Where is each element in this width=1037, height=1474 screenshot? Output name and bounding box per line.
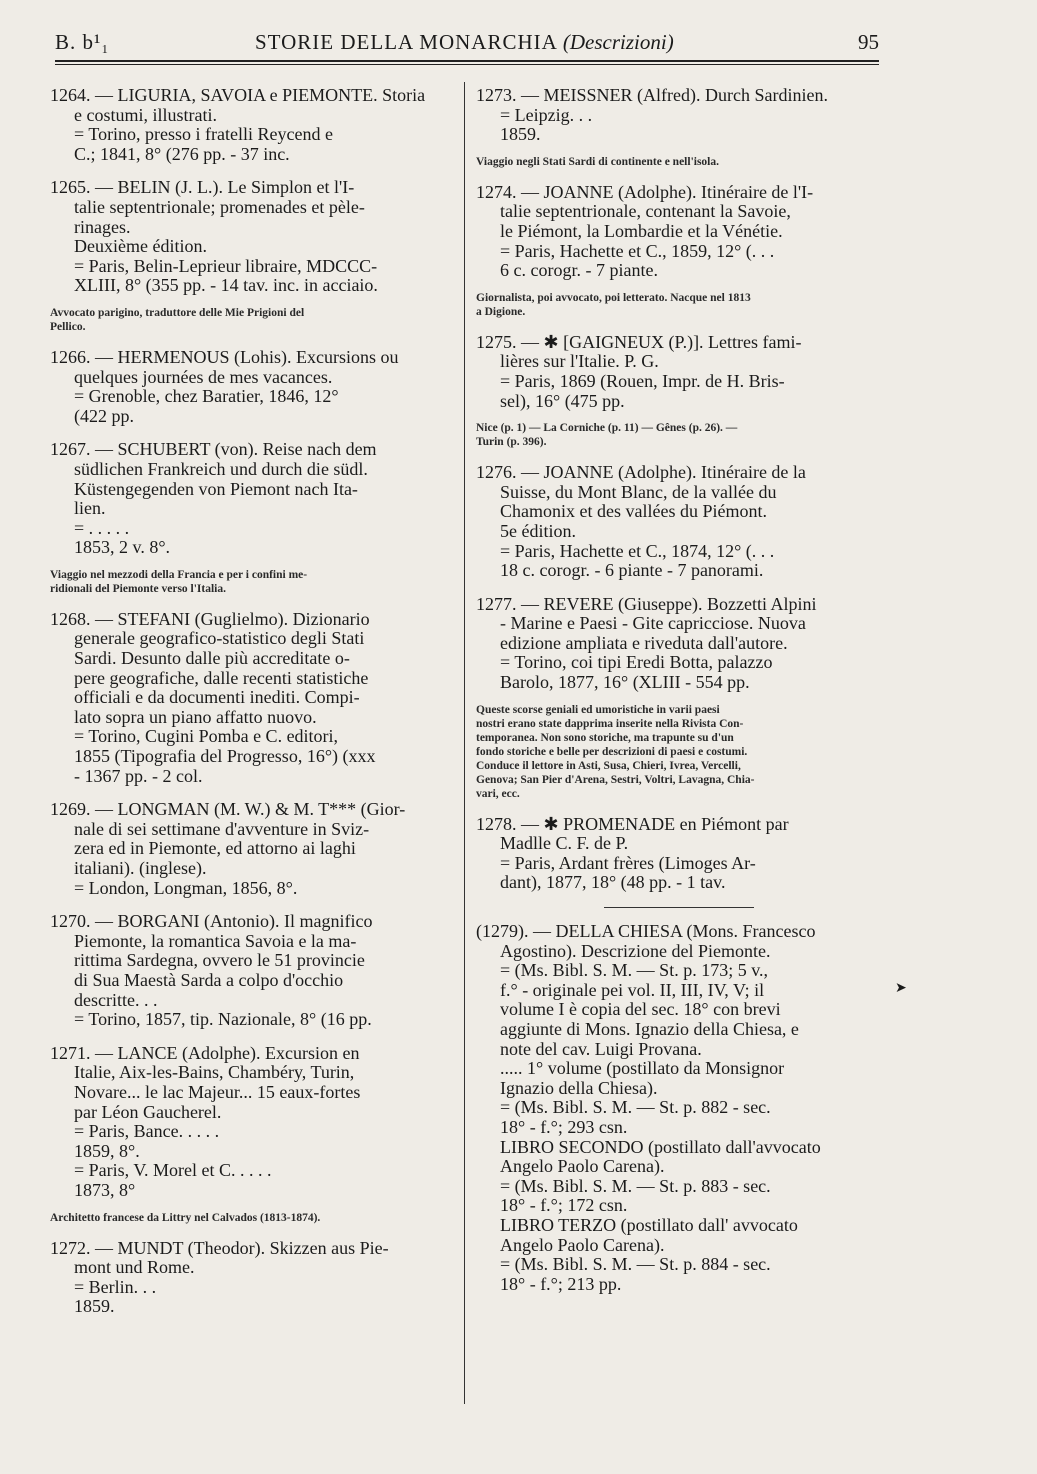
entry-line: 18° - f.°; 293 csn.	[500, 1116, 628, 1137]
entry-line: le Piémont, la Lombardie et la Vénétie.	[500, 220, 783, 241]
entry-note: ridionali del Piemonte verso l'Italia.	[50, 582, 226, 595]
entry-line: Sardi. Desunto dalle più accreditate o-	[74, 648, 350, 669]
header-rule-bottom	[55, 64, 879, 65]
catalog-entry	[476, 183, 881, 319]
entry-line: f.° - originale pei vol. II, III, IV, V; il	[500, 979, 765, 1000]
catalog-entry	[476, 595, 881, 801]
catalog-entry	[50, 1239, 455, 1317]
margin-arrow-mark: ➤	[895, 981, 907, 996]
entry-line: rittima Sardegna, ovvero le 51 provincie	[74, 950, 365, 971]
entry-line: = London, Longman, 1856, 8°.	[74, 877, 298, 898]
entry-line: zera ed in Piemonte, ed attorno ai laghi	[74, 838, 356, 859]
entry-line: ..... 1° volume (postillato da Monsignor	[500, 1058, 785, 1079]
entry-line: 1853, 2 v. 8°.	[74, 537, 171, 558]
entry-note: fondo storiche e belle per descrizioni di paesi e costumi.	[476, 745, 748, 758]
entry-line: 1276. — JOANNE (Adolphe). Itinéraire de la	[476, 462, 806, 483]
entry-line: = Paris, Belin-Leprieur libraire, MDCCC-	[74, 255, 378, 276]
entry-line: XLIII, 8° (355 pp. - 14 tav. inc. in acciaio.	[74, 275, 378, 296]
entry-line: Barolo, 1877, 16° (XLIII - 554 pp.	[500, 672, 750, 693]
entry-line: Deuxième édition.	[74, 236, 207, 257]
entry-line: lato sopra un piano affatto nuovo.	[74, 706, 317, 727]
entry-line: 1264. — LIGURIA, SAVOIA e PIEMONTE. Storia	[50, 85, 426, 105]
right-column	[476, 86, 881, 1308]
entry-line: nale di sei settimane d'avventure in Sviz-	[74, 818, 370, 839]
entry-line: Piemonte, la romantica Savoia e la ma-	[74, 930, 357, 951]
entry-line: südlichen Frankreich und durch die südl.	[74, 458, 368, 479]
entry-line: = (Ms. Bibl. S. M. — St. p. 173; 5 v.,	[500, 960, 769, 981]
entry-line: - 1367 pp. - 2 col.	[74, 765, 203, 786]
entry-line: dant), 1877, 18° (48 pp. - 1 tav.	[500, 872, 726, 893]
catalog-entry	[50, 800, 455, 898]
entry-note: Genova; San Pier d'Arena, Sestri, Voltri, Lavagna, Chia-	[476, 773, 755, 786]
entry-line: 1269. — LONGMAN (M. W.) & M. T*** (Gior-	[50, 799, 406, 820]
entry-line: 1278. — ✱ PROMENADE en Piémont par	[476, 813, 789, 834]
entry-line: 1855 (Tipografia del Progresso, 16°) (xxx	[74, 746, 376, 767]
running-title-sub: (Descrizioni)	[562, 30, 674, 54]
entry-line: 1271. — LANCE (Adolphe). Excursion en	[50, 1042, 360, 1063]
entry-line: 1265. — BELIN (J. L.). Le Simplon et l'I-	[50, 177, 355, 198]
entry-line: 18 c. corogr. - 6 piante - 7 panorami.	[500, 560, 764, 581]
entry-line: = (Ms. Bibl. S. M. — St. p. 883 - sec.	[500, 1175, 771, 1196]
entry-line: Ignazio della Chiesa).	[500, 1077, 658, 1098]
entry-line: Agostino). Descrizione del Piemonte.	[500, 940, 771, 961]
page-header	[55, 30, 879, 56]
entry-line: = (Ms. Bibl. S. M. — St. p. 882 - sec.	[500, 1097, 771, 1118]
entry-note: Pellico.	[50, 320, 86, 333]
entry-note: Viaggio negli Stati Sardi di continente e nell'isola.	[476, 155, 719, 168]
entry-line: quelques journées de mes vacances.	[74, 366, 333, 387]
entry-line: LIBRO SECONDO (postillato dall'avvocato	[500, 1136, 821, 1157]
entry-line: Chamonix et des vallées du Piémont.	[500, 501, 767, 522]
entry-line: lien.	[74, 498, 106, 519]
entry-line: 6 c. corogr. - 7 piante.	[500, 260, 658, 281]
entry-line: officiali e da documenti inediti. Compi-	[74, 687, 360, 708]
entry-line: = Paris, Bance. . . . .	[74, 1121, 220, 1142]
entry-line: C.; 1841, 8° (276 pp. - 37 inc.	[74, 143, 290, 164]
column-divider	[464, 82, 465, 1404]
entry-line: volume I è copia del sec. 18° con brevi	[500, 999, 781, 1020]
entry-note: Turin (p. 396).	[476, 436, 547, 449]
entry-line: 1859, 8°.	[74, 1140, 140, 1161]
entry-line: = Paris, 1869 (Rouen, Impr. de H. Bris-	[500, 370, 785, 391]
left-column	[50, 86, 455, 1331]
entry-line: 18° - f.°; 172 csn.	[500, 1195, 628, 1216]
entry-note: Nice (p. 1) — La Corniche (p. 11) — Gênes (p. 26). —	[476, 422, 738, 435]
catalog-entry	[50, 440, 455, 596]
entry-line: note del cav. Luigi Provana.	[500, 1038, 702, 1059]
catalog-entry	[50, 86, 455, 164]
entry-line: 1266. — HERMENOUS (Lohis). Excursions ou	[50, 346, 399, 367]
running-title	[255, 30, 775, 55]
entry-line: pere geografiche, dalle recenti statistiche	[74, 667, 369, 688]
catalog-entry	[476, 333, 881, 449]
signature-mark: B. b¹₁	[55, 30, 110, 54]
entry-line: Küstengegenden von Piemont nach Ita-	[74, 478, 358, 499]
entry-line: 1270. — BORGANI (Antonio). Il magnifico	[50, 911, 373, 932]
entry-line: 1859.	[500, 124, 541, 145]
entry-line: Angelo Paolo Carena).	[500, 1234, 665, 1255]
entry-line: talie septentrionale, contenant la Savoie,	[500, 201, 791, 222]
entry-line: = Torino, presso i fratelli Reycend e	[74, 124, 333, 145]
entry-line: = Berlin. . .	[74, 1276, 157, 1297]
entry-line: = Leipzig. . .	[500, 104, 593, 125]
entry-line: Suisse, du Mont Blanc, de la vallée du	[500, 481, 777, 502]
entry-note: temporanea. Non sono storiche, ma trapunte su d'un	[476, 731, 734, 744]
entry-line: 18° - f.°; 213 pp.	[500, 1273, 622, 1294]
entry-line: sel), 16° (475 pp.	[500, 390, 625, 411]
catalog-entry	[50, 610, 455, 786]
entry-note: Avvocato parigino, traduttore delle Mie Prigioni del	[50, 306, 305, 319]
entry-line: Madlle C. F. de P.	[500, 833, 629, 854]
entry-line: lières sur l'Italie. P. G.	[500, 351, 659, 372]
entry-line: 1859.	[74, 1296, 115, 1317]
entry-line: generale geografico-statistico degli Stati	[74, 628, 365, 649]
page-number: 95	[858, 30, 879, 54]
entry-line: par Léon Gaucherel.	[74, 1101, 222, 1122]
entry-line: = Torino, Cugini Pomba e C. editori,	[74, 726, 339, 747]
catalog-entry	[476, 922, 881, 1294]
entry-line: = Torino, 1857, tip. Nazionale, 8° (16 pp.	[74, 1009, 372, 1030]
entry-line: Novare... le lac Majeur... 15 eaux-fortes	[74, 1081, 361, 1102]
entry-line: 1268. — STEFANI (Guglielmo). Dizionario	[50, 608, 370, 629]
entry-note: Viaggio nel mezzodi della Francia e per i confini me-	[50, 568, 308, 581]
entry-note: vari, ecc.	[476, 787, 520, 800]
entry-line: 1873, 8°	[74, 1179, 136, 1200]
entry-note: Architetto francese da Littry nel Calvados (1813-1874).	[50, 1211, 321, 1224]
running-title-main: STORIE DELLA MONARCHIA	[255, 30, 557, 54]
header-rule-top	[55, 60, 879, 62]
entry-line: Italie, Aix-les-Bains, Chambéry, Turin,	[74, 1062, 355, 1083]
entry-line: = Paris, Hachette et C., 1874, 12° (. . .	[500, 540, 775, 561]
entry-line: = (Ms. Bibl. S. M. — St. p. 884 - sec.	[500, 1254, 771, 1275]
entry-line: 1272. — MUNDT (Theodor). Skizzen aus Pie-	[50, 1237, 389, 1258]
entry-line: = Paris, Hachette et C., 1859, 12° (. . .	[500, 240, 775, 261]
entry-line: aggiunte di Mons. Ignazio della Chiesa, e	[500, 1019, 799, 1039]
entry-line: Angelo Paolo Carena).	[500, 1156, 665, 1177]
entry-line: descritte. . .	[74, 989, 158, 1010]
entry-line: (1279). — DELLA CHIESA (Mons. Francesco	[476, 921, 816, 942]
entry-line: (422 pp.	[74, 405, 134, 426]
catalog-entry	[476, 815, 881, 893]
catalog-entry	[50, 178, 455, 334]
entry-line: 5e édition.	[500, 520, 576, 541]
entry-line: di Sua Maestà Sarda a colpo d'occhio	[74, 969, 344, 990]
entry-line: = . . . . .	[74, 517, 130, 538]
entry-line: edizione ampliata e riveduta dall'autore.	[500, 632, 788, 653]
entry-line: mont und Rome.	[74, 1257, 195, 1278]
catalog-entry	[50, 348, 455, 426]
entry-note: Giornalista, poi avvocato, poi letterato. Nacque nel 1813	[476, 291, 751, 304]
entry-line: = Torino, coi tipi Eredi Botta, palazzo	[500, 652, 773, 673]
entry-line: = Paris, V. Morel et C. . . . .	[74, 1160, 272, 1181]
entry-line: italiani). (inglese).	[74, 858, 207, 878]
entry-line: 1277. — REVERE (Giuseppe). Bozzetti Alpini	[476, 593, 817, 614]
catalog-entry	[50, 912, 455, 1030]
catalog-entry	[476, 463, 881, 581]
entry-line: 1275. — ✱ [GAIGNEUX (P.)]. Lettres fami-	[476, 331, 802, 352]
entry-note: Queste scorse geniali ed umoristiche in varii paesi	[476, 703, 720, 716]
catalog-entry	[50, 1044, 455, 1225]
entry-note: Conduce il lettore in Asti, Susa, Chieri, Ivrea, Vercelli,	[476, 759, 741, 772]
entry-note: nostri erano state dapprima inserite nella Rivista Con-	[476, 717, 744, 730]
entry-line: 1267. — SCHUBERT (von). Reise nach dem	[50, 439, 377, 460]
entry-note: a Digione.	[476, 305, 526, 318]
entry-line: = Grenoble, chez Baratier, 1846, 12°	[74, 386, 339, 407]
entry-line: rinages.	[74, 216, 131, 237]
entry-line: - Marine e Paesi - Gite capricciose. Nuova	[500, 613, 806, 634]
entry-line: talie septentrionale; promenades et pèle-	[74, 196, 365, 217]
entry-line: LIBRO TERZO (postillato dall' avvocato	[500, 1214, 798, 1235]
entry-line: e costumi, illustrati.	[74, 104, 217, 125]
entry-line: 1274. — JOANNE (Adolphe). Itinéraire de l'I-	[476, 181, 814, 202]
entry-line: 1273. — MEISSNER (Alfred). Durch Sardinien.	[476, 85, 828, 105]
catalog-entry	[476, 86, 881, 169]
entry-line: = Paris, Ardant frères (Limoges Ar-	[500, 852, 756, 873]
